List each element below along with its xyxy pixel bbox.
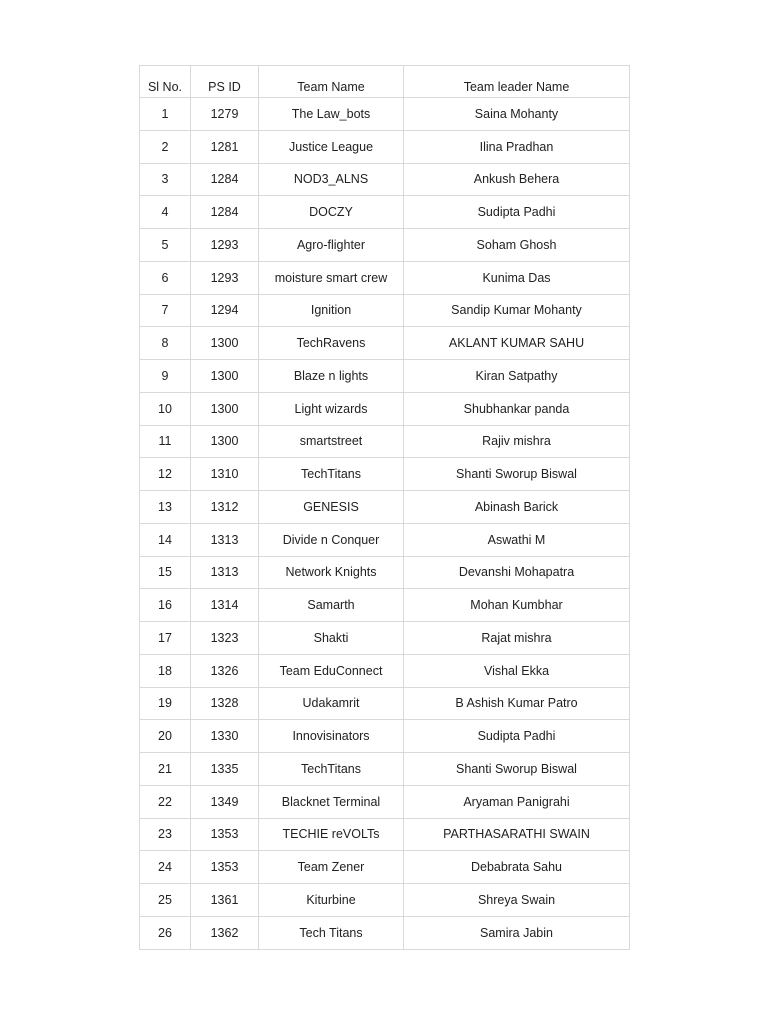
- table-row: [140, 753, 630, 786]
- table-row: [140, 294, 630, 327]
- cell-team-leader-name: Debabrata Sahu: [404, 851, 630, 884]
- cell-ps-id: 1294: [191, 294, 259, 327]
- cell-team-name: Shakti: [259, 622, 404, 655]
- cell-ps-id: 1313: [191, 556, 259, 589]
- cell-ps-id: 1284: [191, 163, 259, 196]
- table-row: [140, 654, 630, 687]
- cell-team-name: DOCZY: [259, 196, 404, 229]
- table-row: [140, 458, 630, 491]
- cell-team-leader-name: Shanti Sworup Biswal: [404, 458, 630, 491]
- cell-sl-no: 13: [140, 491, 191, 524]
- cell-sl-no: 2: [140, 130, 191, 163]
- cell-team-name: Agro-flighter: [259, 229, 404, 262]
- cell-sl-no: 17: [140, 622, 191, 655]
- table-row: [140, 884, 630, 917]
- cell-team-name: Team Zener: [259, 851, 404, 884]
- cell-sl-no: 9: [140, 360, 191, 393]
- cell-sl-no: 1: [140, 98, 191, 131]
- cell-ps-id: 1293: [191, 261, 259, 294]
- cell-team-leader-name: Saina Mohanty: [404, 98, 630, 131]
- cell-team-name: Network Knights: [259, 556, 404, 589]
- cell-team-name: Kiturbine: [259, 884, 404, 917]
- cell-sl-no: 22: [140, 785, 191, 818]
- table-row: [140, 556, 630, 589]
- table-row: [140, 720, 630, 753]
- cell-team-leader-name: Sudipta Padhi: [404, 720, 630, 753]
- header-ps-id: PS ID: [191, 66, 259, 98]
- cell-ps-id: 1281: [191, 130, 259, 163]
- cell-team-leader-name: Abinash Barick: [404, 491, 630, 524]
- cell-team-leader-name: Ilina Pradhan: [404, 130, 630, 163]
- cell-team-leader-name: Mohan Kumbhar: [404, 589, 630, 622]
- cell-team-name: moisture smart crew: [259, 261, 404, 294]
- cell-sl-no: 7: [140, 294, 191, 327]
- cell-team-name: GENESIS: [259, 491, 404, 524]
- cell-team-leader-name: B Ashish Kumar Patro: [404, 687, 630, 720]
- header-sl-no: Sl No.: [140, 66, 191, 98]
- cell-ps-id: 1335: [191, 753, 259, 786]
- cell-team-name: Justice League: [259, 130, 404, 163]
- cell-ps-id: 1279: [191, 98, 259, 131]
- cell-team-name: Samarth: [259, 589, 404, 622]
- cell-team-leader-name: Ankush Behera: [404, 163, 630, 196]
- cell-team-name: The Law_bots: [259, 98, 404, 131]
- cell-team-leader-name: Aswathi M: [404, 523, 630, 556]
- cell-sl-no: 11: [140, 425, 191, 458]
- cell-sl-no: 8: [140, 327, 191, 360]
- header-row: [140, 66, 630, 98]
- cell-sl-no: 3: [140, 163, 191, 196]
- cell-team-name: TechTitans: [259, 753, 404, 786]
- cell-sl-no: 12: [140, 458, 191, 491]
- table-row: [140, 196, 630, 229]
- cell-team-name: smartstreet: [259, 425, 404, 458]
- table-header: [140, 66, 630, 98]
- cell-team-leader-name: PARTHASARATHI SWAIN: [404, 818, 630, 851]
- cell-ps-id: 1353: [191, 818, 259, 851]
- cell-team-leader-name: AKLANT KUMAR SAHU: [404, 327, 630, 360]
- cell-ps-id: 1353: [191, 851, 259, 884]
- cell-sl-no: 6: [140, 261, 191, 294]
- header-team-name: Team Name: [259, 66, 404, 98]
- cell-ps-id: 1362: [191, 916, 259, 949]
- cell-ps-id: 1349: [191, 785, 259, 818]
- table-row: [140, 523, 630, 556]
- cell-ps-id: 1323: [191, 622, 259, 655]
- table-row: [140, 916, 630, 949]
- table-row: [140, 687, 630, 720]
- cell-sl-no: 23: [140, 818, 191, 851]
- table-row: [140, 327, 630, 360]
- cell-sl-no: 26: [140, 916, 191, 949]
- cell-sl-no: 20: [140, 720, 191, 753]
- table-row: [140, 851, 630, 884]
- table-row: [140, 98, 630, 131]
- cell-ps-id: 1330: [191, 720, 259, 753]
- cell-ps-id: 1310: [191, 458, 259, 491]
- table-row: [140, 130, 630, 163]
- cell-team-leader-name: Samira Jabin: [404, 916, 630, 949]
- cell-team-name: Udakamrit: [259, 687, 404, 720]
- cell-team-leader-name: Shreya Swain: [404, 884, 630, 917]
- cell-ps-id: 1300: [191, 360, 259, 393]
- cell-team-name: Light wizards: [259, 392, 404, 425]
- cell-team-name: TechTitans: [259, 458, 404, 491]
- cell-team-name: Blacknet Terminal: [259, 785, 404, 818]
- cell-team-name: Ignition: [259, 294, 404, 327]
- cell-sl-no: 19: [140, 687, 191, 720]
- table-row: [140, 785, 630, 818]
- cell-team-leader-name: Soham Ghosh: [404, 229, 630, 262]
- cell-ps-id: 1312: [191, 491, 259, 524]
- cell-ps-id: 1300: [191, 425, 259, 458]
- cell-team-leader-name: Aryaman Panigrahi: [404, 785, 630, 818]
- cell-ps-id: 1328: [191, 687, 259, 720]
- cell-ps-id: 1293: [191, 229, 259, 262]
- cell-team-name: Blaze n lights: [259, 360, 404, 393]
- cell-team-leader-name: Vishal Ekka: [404, 654, 630, 687]
- cell-sl-no: 21: [140, 753, 191, 786]
- cell-team-name: TECHIE reVOLTs: [259, 818, 404, 851]
- cell-sl-no: 25: [140, 884, 191, 917]
- cell-team-leader-name: Kiran Satpathy: [404, 360, 630, 393]
- cell-team-name: Innovisinators: [259, 720, 404, 753]
- cell-team-leader-name: Devanshi Mohapatra: [404, 556, 630, 589]
- table-row: [140, 818, 630, 851]
- cell-ps-id: 1361: [191, 884, 259, 917]
- cell-ps-id: 1314: [191, 589, 259, 622]
- cell-team-leader-name: Sudipta Padhi: [404, 196, 630, 229]
- cell-sl-no: 15: [140, 556, 191, 589]
- header-team-leader-name: Team leader Name: [404, 66, 630, 98]
- cell-sl-no: 5: [140, 229, 191, 262]
- table-row: [140, 622, 630, 655]
- cell-team-leader-name: Kunima Das: [404, 261, 630, 294]
- table-row: [140, 589, 630, 622]
- cell-team-name: Divide n Conquer: [259, 523, 404, 556]
- table-row: [140, 261, 630, 294]
- table-row: [140, 425, 630, 458]
- cell-team-leader-name: Shubhankar panda: [404, 392, 630, 425]
- table-row: [140, 163, 630, 196]
- cell-team-name: Tech Titans: [259, 916, 404, 949]
- cell-team-name: Team EduConnect: [259, 654, 404, 687]
- cell-sl-no: 10: [140, 392, 191, 425]
- cell-ps-id: 1300: [191, 327, 259, 360]
- cell-sl-no: 4: [140, 196, 191, 229]
- cell-sl-no: 14: [140, 523, 191, 556]
- cell-sl-no: 16: [140, 589, 191, 622]
- cell-sl-no: 18: [140, 654, 191, 687]
- table-row: [140, 392, 630, 425]
- cell-ps-id: 1326: [191, 654, 259, 687]
- cell-team-leader-name: Sandip Kumar Mohanty: [404, 294, 630, 327]
- table-body: [140, 98, 630, 950]
- cell-team-leader-name: Shanti Sworup Biswal: [404, 753, 630, 786]
- cell-ps-id: 1300: [191, 392, 259, 425]
- table-row: [140, 229, 630, 262]
- table-row: [140, 360, 630, 393]
- cell-ps-id: 1313: [191, 523, 259, 556]
- cell-team-leader-name: Rajiv mishra: [404, 425, 630, 458]
- cell-team-name: TechRavens: [259, 327, 404, 360]
- cell-team-leader-name: Rajat mishra: [404, 622, 630, 655]
- cell-sl-no: 24: [140, 851, 191, 884]
- cell-team-name: NOD3_ALNS: [259, 163, 404, 196]
- cell-ps-id: 1284: [191, 196, 259, 229]
- table-row: [140, 491, 630, 524]
- teams-table: [139, 65, 630, 950]
